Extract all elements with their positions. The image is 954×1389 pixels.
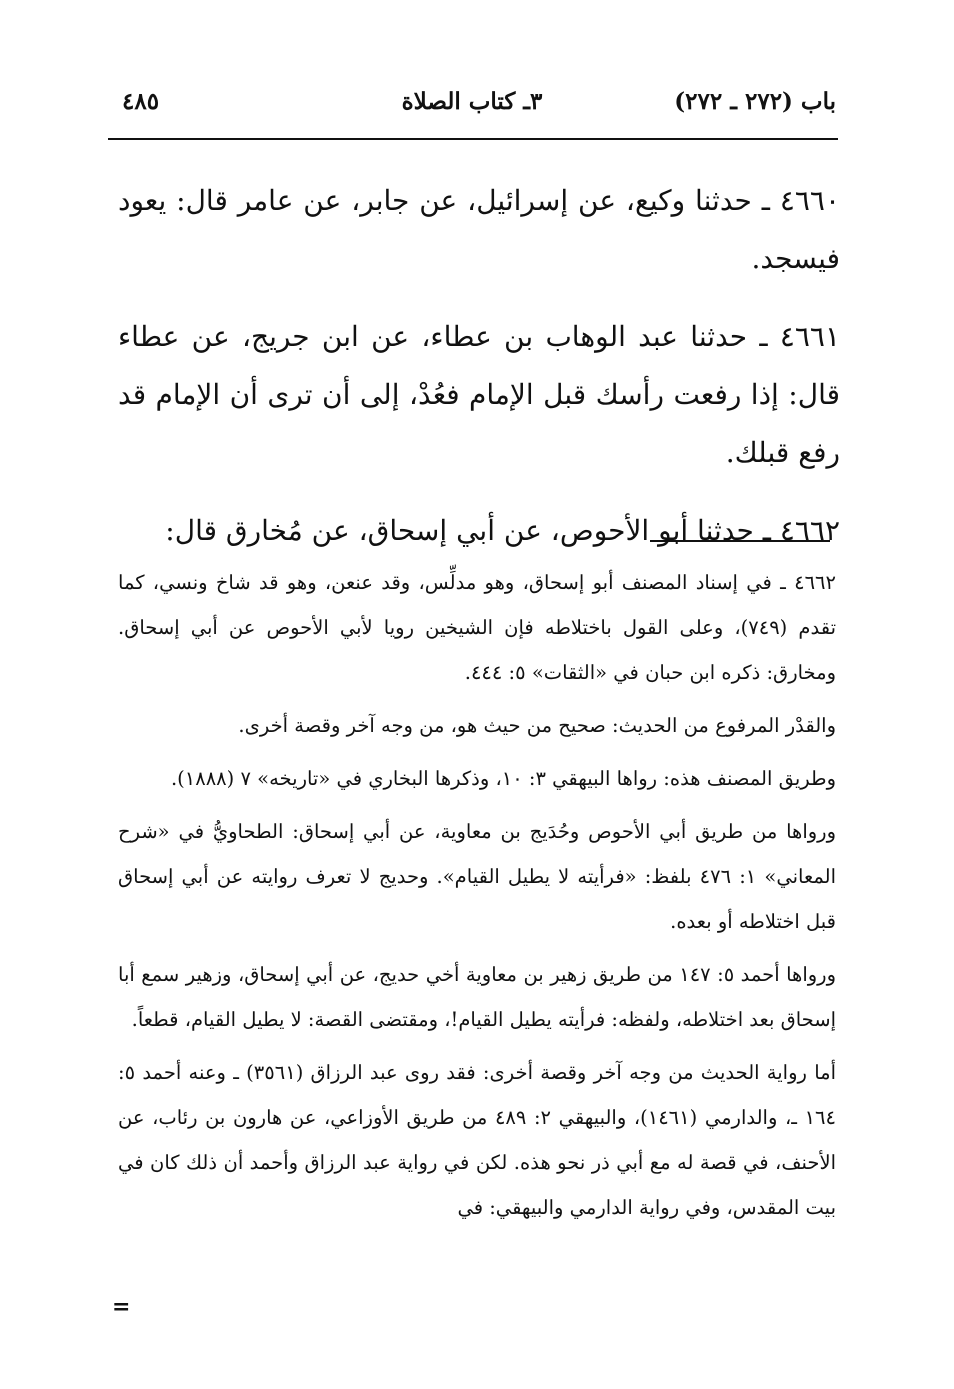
main-text (118, 172, 840, 580)
footnote-paragraph: أما رواية الحديث من وجه آخر وقصة أخرى: فقد روى عبد الرزاق (٣٥٦١) ـ وعنه أحمد ٥: ١٦٤ ـ، والدارمي (١٤٦١)، والبيهقي ٢: ٤٨٩ من طريق الأوزاعي، عن هارون بن رئاب، عن الأحنف، في قصة له مع أبي ذر نحو هذه. لكن في رواية عبد الرزاق وأحمد أن ذلك كان في بيت المقدس، وفي رواية الدارمي والبيهقي: في (118, 1061, 836, 1219)
running-header (108, 88, 836, 128)
footnote-paragraph: ٤٦٦٢ ـ في إسناد المصنف أبو إسحاق، وهو مدلِّس، وقد عنعن، وهو قد شاخ ونسي، كما تقدم (٧٤٩)، وعلى القول باختلاطه فإن الشيخين رويا لأبي الأحوص عن أبي إسحاق. ومخارق: ذكره ابن حبان في «الثقات» ٥: ٤٤٤. (118, 571, 836, 684)
hadith-4662: ٤٦٦٢ ـ حدثنا أبو الأحوص، عن أبي إسحاق، عن مُخارق قال: (165, 514, 840, 547)
footnote-paragraph: ورواها من طريق أبي الأحوص وحُدَيج بن معاوية، عن أبي إسحاق: الطحاويُّ في «شرح المعاني» ١: ٤٧٦ بلفظ: «فرأيته لا يطيل القيام». وحديج لا تعرف روايته عن أبي إسحاق قبل اختلاطه أو بعده. (118, 820, 836, 933)
header-rule (108, 138, 838, 140)
continuation-mark: = (112, 1294, 131, 1320)
footnotes (118, 560, 836, 1238)
page-number: ٤٨٥ (122, 88, 160, 115)
book-title: ٣ـ كتاب الصلاة (401, 88, 543, 115)
footnote-paragraph: ورواها أحمد ٥: ١٤٧ من طريق زهير بن معاوية أخي حديج، عن أبي إسحاق، وزهير سمع أبا إسحاق بعد اختلاطه، ولفظه: فرأيته يطيل القيام!، ومقتضى القصة: لا يطيل القيام، قطعاً. (118, 963, 836, 1031)
hadith-4660: ٤٦٦٠ ـ حدثنا وكيع، عن إسرائيل، عن جابر، عن عامر قال: يعود فيسجد. (118, 184, 840, 275)
hadith-4661: ٤٦٦١ ـ حدثنا عبد الوهاب بن عطاء، عن ابن جريج، عن عطاء قال: إذا رفعت رأسك قبل الإمام فعُدْ، إلى أن ترى أن الإمام قد رفع قبلك. (118, 320, 840, 469)
chapter-heading: باب (٢٧٢ ـ ٢٧٢) (674, 88, 836, 115)
footnote-separator (650, 540, 830, 542)
footnote-paragraph: وطريق المصنف هذه: رواها البيهقي ٣: ١٠، وذكرها البخاري في «تاريخه» ٧ (١٨٨٨). (170, 767, 836, 790)
footnote-paragraph: والقدْر المرفوع من الحديث: صحيح من حيث هو، من وجه آخر وقصة أخرى. (238, 714, 836, 737)
